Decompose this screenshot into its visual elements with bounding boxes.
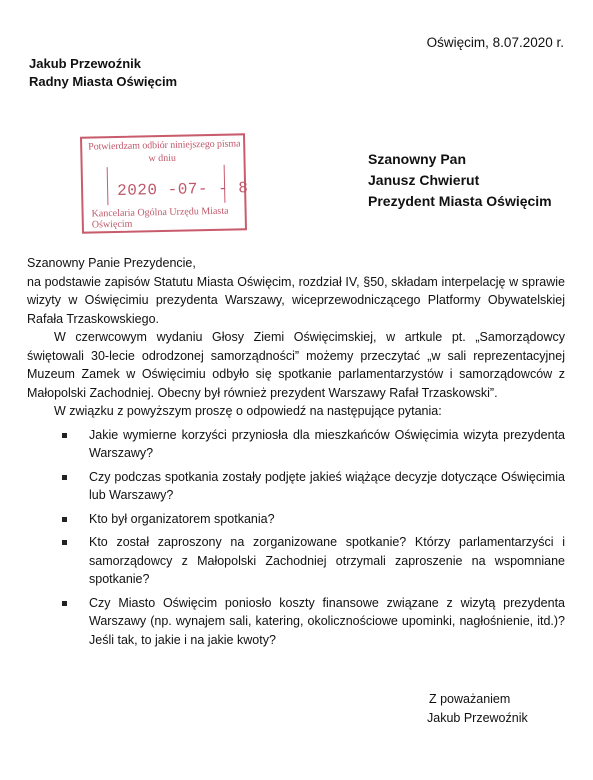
sender-block: [29, 55, 177, 91]
stamp-date: 2020 -07- - 8: [116, 179, 249, 200]
stamp-office-name: Kancelaria Ogólna Urzędu Miasta: [91, 205, 229, 220]
questions-list: [27, 426, 565, 650]
question-item: Kto był organizatorem spotkania?: [89, 510, 565, 529]
sender-title: Radny Miasta Oświęcim: [29, 74, 178, 89]
stamp-receipt-text: Potwierdzam odbiór niniejszego pisma: [88, 138, 241, 153]
questions-intro: W związku z powyższym proszę o odpowiedź na następujące pytania:: [54, 404, 442, 418]
question-item: Kto został zaproszony na zorganizowane spotkanie? Którzy parlamentarzyści i samorządowcy z Małopolski Zachodniej otrzymali zaproszenie na wspomniane spotkanie?: [89, 533, 565, 589]
question-item: Czy Miasto Oświęcim poniosło koszty finansowe związane z wizytą prezydenta Warszawy (np. wynajem sali, katering, okolicznościowe upominki, nagłośnienie, itd.)? Jeśli tak, to jakie i na jakie kwoty?: [89, 594, 565, 650]
addressee-title: Prezydent Miasta Oświęcim: [368, 193, 552, 209]
date-line: Oświęcim, 8.07.2020 r.: [426, 35, 564, 50]
question-item: Jakie wymierne korzyści przyniosła dla mieszkańców Oświęcimia wizyta prezydenta Warszawy?: [89, 426, 565, 463]
closing-block: [429, 690, 528, 728]
addressee-name: Janusz Chwierut: [368, 172, 480, 188]
stamp-day-label: w dniu: [148, 152, 177, 165]
question-item: Czy podczas spotkania zostały podjęte jakieś wiążące decyzje dotyczące Oświęcimia lub Warszawy?: [89, 468, 565, 505]
addressee-block: [368, 149, 552, 212]
sender-name: Jakub Przewoźnik: [29, 56, 141, 71]
paragraph-article: W czerwcowym wydaniu Głosy Ziemi Oświęcimskiej, w artkule pt. „Samorządowcy świętowali 30-lecie odrodzonej samorządności” możemy przeczytać „w sali reprezentacyjnej Muzeum Zamek w Oświęcimiu odbyło się spotkanie parlamentarzystów i samorządowców z Małopolski Zachodniej. Obecny był również prezydent Warszawy Rafał Trzaskowski”.: [27, 330, 565, 400]
paragraph-interpellation: na podstawie zapisów Statutu Miasta Oświęcim, rozdział IV, §50, składam interpelację w sprawie wizyty w Oświęcimiu prezydenta Warszawy, wiceprzewodniczącego Platformy Obywatelskiej Rafała Trzaskowskiego.: [27, 274, 565, 326]
stamp-city: Oświęcim: [91, 218, 133, 231]
receipt-stamp: [80, 133, 247, 233]
signature-name: Jakub Przewoźnik: [427, 711, 528, 725]
letter-body: [27, 254, 565, 649]
salutation: Szanowny Panie Prezydencie,: [27, 256, 196, 270]
closing-phrase: Z poważaniem: [429, 692, 511, 706]
addressee-salutation: Szanowny Pan: [368, 151, 467, 167]
